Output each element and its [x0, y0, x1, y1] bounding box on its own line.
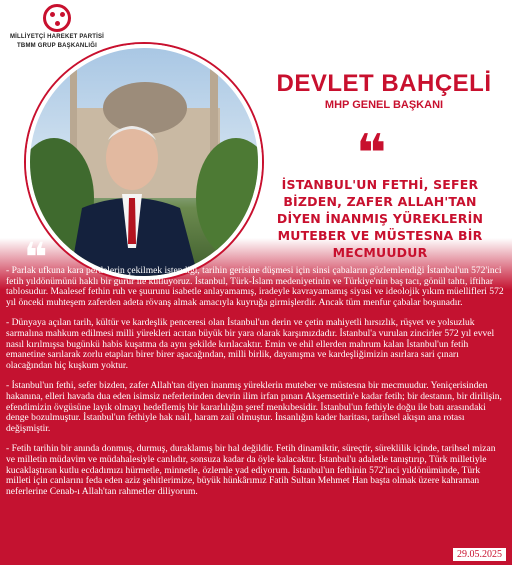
date-badge: 29.05.2025 — [453, 548, 506, 561]
speaker-name: DEVLET BAHÇELİ — [276, 70, 492, 97]
body-quote-icon: ❝ — [24, 235, 48, 281]
crescents-emblem-icon — [43, 4, 71, 32]
party-logo — [8, 4, 106, 50]
speaker-role: MHP GENEL BAŞKANI — [324, 99, 444, 111]
portrait-photo — [26, 44, 262, 280]
party-name-line2: TBMM GRUP BAŞKANLIĞI — [17, 43, 97, 49]
speaker-header — [256, 70, 512, 112]
paragraph: - İstanbul'un fethi, sefer bizden, zafer Allah'tan diyen inanmış yüreklerin muteber ve müstesna bir mecmuudur. Yeniçerisinden hakanına, elleri havada dua eden isimsiz neferlerinden devrin ilim irfan pınarı Akşemsettin'e kadar fetih; bir destanın, bir dirilişin, efendimizin övgüsüne layık olmayı hedeflemiş bir kararlılığın şeref menkıbesidir. İstanbul'un fethiyle doğu ile batı arasındaki denge bozulmuştur. İstanbul'un fethiyle hak nail, haram zail olmuştur. İnsanlığın kader haritası, tarihsel akışın ana rotası değişmiştir. — [6, 380, 502, 434]
quote-headline: İSTANBUL'UN FETHİ, SEFER BİZDEN, ZAFER ALLAH'TAN DİYEN İNANMIŞ YÜREKLERİN MUTEBER VE MÜSTESNA BİR MECMUUDUR — [276, 177, 484, 260]
paragraph: - Parlak ufkuna kara perdelerin çekilmek istendiği, tarihin gerisine düşmesi için sinsi çabaların gözlemlendiği İstanbul'un 572'inci fetih yıldönümünü haklı bir gurur ile kutluyoruz. İstanbul, Türk-İslam medeniyetinin ve Türkiye'nin baş tacı, gönül tahtı, iftihar tablosudur. Maalesef fethin ruh ve şuurunu isabetle anlayamamış, iradeyle kavrayamamış siyasi ve ideolojik yıkım müellifleri 572 yıl önceki muhteşem zaferden adeta rövanş almak amacıyla kuyruğa girmişlerdir. Ancak tüm menfur çabalar boşunadır. — [6, 265, 504, 308]
paragraph: - Fetih tarihin bir anında donmuş, durmuş, duraklamış bir hal değildir. Fetih dinamiktir, süreçtir, süreklilik içinde, tarihsel mizan ve milletin müdavim ve müdahalesiyle canlıdır, sonsuza kadar da öyle kalacaktır. İstanbul'u adaletle tanıştırıp, Türk milletiyle kucaklaştıran kutlu ecdadımızı hürmetle, minnetle, özlemle yad ediyorum. İstanbul'un fethinin 572'inci yıldönümünde, Türk milleti için canlarını feda eden aziz şehitlerimize, büyük hünkârımız Fatih Sultan Mehmet Han başta olmak üzere kahraman neferlerine Cenab-ı Allah'tan rahmetler diliyorum. — [6, 443, 496, 497]
paragraph: - Dünyaya açılan tarih, kültür ve kardeşlik penceresi olan İstanbul'un derin ve çetin mahiyetli hırsızlık, rüşvet ve yolsuzluk sarmalına mahkum edilmesi milli yürekleri acıtan büyük bir yara olarak karşımızdadır. İstanbul'a vurulan zincirler 572 yıl evvel nasıl kırılmışsa bugünkü habis kuşatma da aynı şekilde kırılacaktır. Emin ve ehil ellerden mahrum kalan İstanbul'un fetih emanetine sarılarak zorlu etapları birer birer aşacağından, milli birlik, dayanışma ve kardeşliğimizin asırlara sari çınarı olacağından hiç kuşkum yoktur. — [6, 317, 495, 371]
quote-open-icon: ❝ — [356, 124, 387, 184]
statement-body — [6, 266, 506, 507]
party-name-line1: MİLLİYETÇİ HAREKET PARTİSİ — [9, 34, 105, 40]
